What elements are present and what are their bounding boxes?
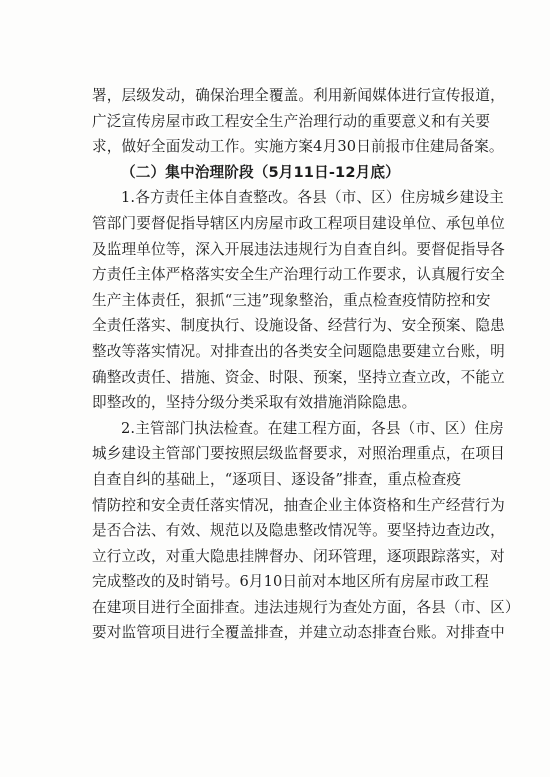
text-line: 自查自纠的基础上，“逐项目、逐设备”排查，重点检查疫 [92, 470, 462, 488]
text-line: 立行立改，对重大隐患挂牌督办、闭环管理，逐项跟踪落实，对 [92, 547, 505, 565]
text-line: 即整改的，坚持分级分类采取有效措施消除隐患。 [92, 394, 417, 412]
heading-concentrated-phase: （二）集中治理阶段（5月11日-12月底） [121, 163, 400, 181]
text-line: 1.各方责任主体自查整改。各县（市、区）住房城乡建设主 [121, 189, 504, 207]
text-line: 广泛宣传房屋市政工程安全生产治理行动的重要意义和有关要 [92, 112, 491, 130]
text-line: 要对监管项目进行全覆盖排查，并建立动态排查台账。对排查中 [92, 624, 505, 642]
text-line: 在建项目进行全面排查。违法违规行为查处方面，各县（市、区） [92, 598, 520, 616]
text-line: 完成整改的及时销号。6月10日前对本地区所有房屋市政工程 [92, 573, 489, 591]
text-line: 署，层级发动，确保治理全覆盖。利用新闻媒体进行宣传报道， [92, 87, 505, 104]
text-line: 全责任落实、制度执行、设施设备、经营行为、安全预案、隐患 [92, 317, 505, 335]
paragraph-enforcement-inspection [92, 416, 520, 646]
text-line: 及监理单位等，深入开展违法违规行为自查自纠。要督促指导各 [92, 240, 505, 258]
paragraph-mobilization [92, 83, 505, 160]
text-line: 生产主体责任，狠抓“三违”现象整治，重点检查疫情防控和安 [92, 291, 491, 309]
text-line: 情防控和安全责任落实情况，抽查企业主体资格和生产经营行为 [92, 496, 505, 514]
section-heading [92, 160, 472, 186]
text-line: 2.主管部门执法检查。在建工程方面，各县（市、区）住房 [121, 419, 504, 437]
text-line: 是否合法、有效、规范以及隐患整改情况等。要坚持边查边改， [92, 522, 505, 540]
text-line: 确整改责任、措施、资金、时限、预案，坚持立查立改，不能立 [92, 368, 505, 386]
paragraph-self-inspection [92, 185, 505, 415]
text-line: 方责任主体严格落实安全生产治理行动工作要求，认真履行安全 [92, 266, 505, 284]
text-line: 城乡建设主管部门要按照层级监督要求，对照治理重点，在项目 [92, 445, 505, 463]
text-line: 管部门要督促指导辖区内房屋市政工程项目建设单位、承包单位 [92, 214, 505, 232]
text-line: 求，做好全面发动工作。实施方案4月30日前报市住建局备案。 [92, 138, 504, 156]
text-line: 整改等落实情况。对排查出的各类安全问题隐患要建立台账，明 [92, 342, 505, 360]
document-body [92, 83, 520, 646]
